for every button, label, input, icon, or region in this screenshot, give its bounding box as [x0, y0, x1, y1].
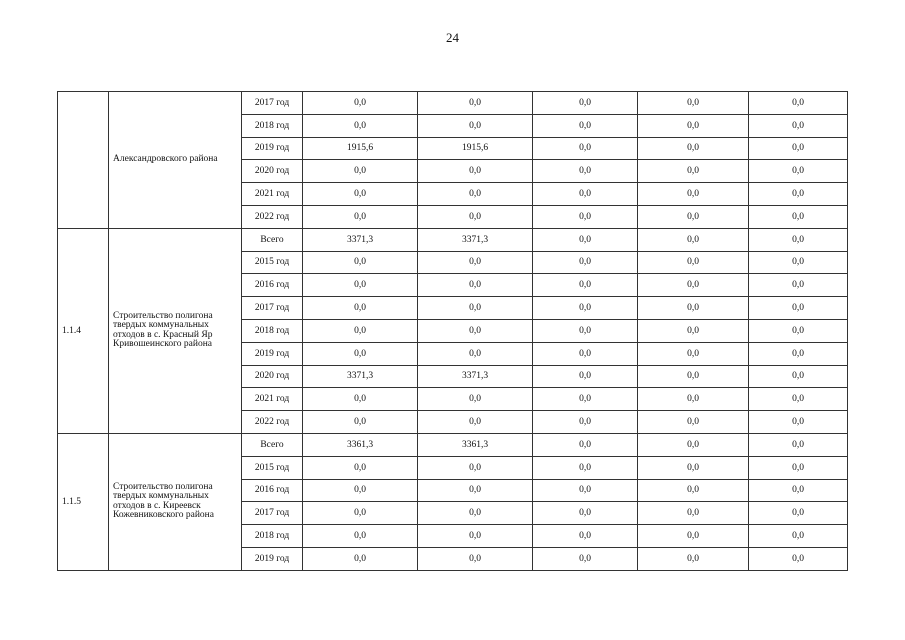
value-cell: 0,0: [533, 388, 638, 411]
item-name-cell: Александровского района: [109, 92, 242, 229]
value-cell: 0,0: [533, 228, 638, 251]
table-row: [58, 433, 848, 456]
value-cell: 0,0: [749, 92, 848, 115]
value-cell: 0,0: [303, 160, 418, 183]
value-cell: 0,0: [303, 547, 418, 570]
period-cell: 2019 год: [242, 137, 303, 160]
value-cell: 0,0: [303, 411, 418, 434]
value-cell: 0,0: [303, 342, 418, 365]
period-cell: Всего: [242, 433, 303, 456]
value-cell: 0,0: [749, 205, 848, 228]
value-cell: 0,0: [418, 183, 533, 206]
value-cell: 0,0: [638, 137, 749, 160]
value-cell: 0,0: [533, 114, 638, 137]
value-cell: 0,0: [749, 228, 848, 251]
value-cell: 0,0: [418, 342, 533, 365]
value-cell: 0,0: [638, 502, 749, 525]
period-cell: 2020 год: [242, 365, 303, 388]
period-cell: 2019 год: [242, 342, 303, 365]
value-cell: 0,0: [418, 319, 533, 342]
value-cell: 0,0: [749, 137, 848, 160]
table-row: [58, 92, 848, 115]
value-cell: 0,0: [418, 274, 533, 297]
value-cell: 0,0: [638, 365, 749, 388]
value-cell: 0,0: [533, 502, 638, 525]
value-cell: 0,0: [418, 411, 533, 434]
value-cell: 0,0: [749, 160, 848, 183]
value-cell: 0,0: [418, 205, 533, 228]
value-cell: 0,0: [638, 92, 749, 115]
value-cell: 0,0: [638, 342, 749, 365]
value-cell: 0,0: [303, 479, 418, 502]
value-cell: 0,0: [533, 274, 638, 297]
item-number-cell: [58, 92, 109, 229]
value-cell: 0,0: [533, 183, 638, 206]
page-number: 24: [446, 30, 459, 45]
value-cell: 0,0: [418, 502, 533, 525]
value-cell: 0,0: [638, 205, 749, 228]
value-cell: 3371,3: [303, 228, 418, 251]
value-cell: 3361,3: [418, 433, 533, 456]
period-cell: 2016 год: [242, 479, 303, 502]
value-cell: 0,0: [418, 297, 533, 320]
value-cell: 0,0: [638, 547, 749, 570]
value-cell: 0,0: [533, 479, 638, 502]
value-cell: 0,0: [533, 92, 638, 115]
value-cell: 0,0: [303, 274, 418, 297]
value-cell: 0,0: [303, 114, 418, 137]
value-cell: 0,0: [749, 525, 848, 548]
value-cell: 0,0: [638, 319, 749, 342]
period-cell: 2016 год: [242, 274, 303, 297]
value-cell: 0,0: [638, 183, 749, 206]
value-cell: 0,0: [533, 411, 638, 434]
value-cell: 0,0: [638, 297, 749, 320]
period-cell: 2017 год: [242, 92, 303, 115]
value-cell: 0,0: [533, 456, 638, 479]
value-cell: 0,0: [638, 525, 749, 548]
value-cell: 0,0: [749, 388, 848, 411]
value-cell: 0,0: [638, 160, 749, 183]
table-row: [58, 228, 848, 251]
period-cell: 2020 год: [242, 160, 303, 183]
period-cell: 2017 год: [242, 297, 303, 320]
value-cell: 0,0: [749, 411, 848, 434]
value-cell: 0,0: [303, 183, 418, 206]
value-cell: 0,0: [303, 319, 418, 342]
value-cell: 0,0: [638, 388, 749, 411]
value-cell: 0,0: [638, 411, 749, 434]
value-cell: 0,0: [638, 433, 749, 456]
value-cell: 0,0: [418, 388, 533, 411]
value-cell: 0,0: [418, 479, 533, 502]
value-cell: 0,0: [533, 433, 638, 456]
value-cell: 0,0: [303, 251, 418, 274]
value-cell: 0,0: [533, 342, 638, 365]
value-cell: 0,0: [533, 319, 638, 342]
value-cell: 1915,6: [418, 137, 533, 160]
period-cell: 2022 год: [242, 205, 303, 228]
period-cell: 2015 год: [242, 456, 303, 479]
value-cell: 0,0: [749, 114, 848, 137]
value-cell: 0,0: [533, 365, 638, 388]
value-cell: 0,0: [533, 160, 638, 183]
value-cell: 0,0: [749, 251, 848, 274]
period-cell: 2019 год: [242, 547, 303, 570]
value-cell: 0,0: [638, 479, 749, 502]
value-cell: 0,0: [418, 160, 533, 183]
item-name-cell: Строительство полигона твердых коммунальных отходов в с. Киреевск Кожевниковского района: [109, 433, 242, 570]
period-cell: 2022 год: [242, 411, 303, 434]
value-cell: 0,0: [749, 297, 848, 320]
value-cell: 0,0: [533, 525, 638, 548]
period-cell: 2017 год: [242, 502, 303, 525]
value-cell: 0,0: [749, 365, 848, 388]
value-cell: 3371,3: [418, 228, 533, 251]
value-cell: 0,0: [418, 251, 533, 274]
value-cell: 0,0: [638, 228, 749, 251]
value-cell: 0,0: [418, 456, 533, 479]
value-cell: 3361,3: [303, 433, 418, 456]
value-cell: 0,0: [749, 274, 848, 297]
value-cell: 0,0: [749, 479, 848, 502]
item-number-cell: 1.1.4: [58, 228, 109, 433]
value-cell: 0,0: [303, 388, 418, 411]
value-cell: 0,0: [418, 525, 533, 548]
item-number-cell: 1.1.5: [58, 433, 109, 570]
value-cell: 0,0: [533, 297, 638, 320]
value-cell: 1915,6: [303, 137, 418, 160]
value-cell: 0,0: [418, 92, 533, 115]
value-cell: 3371,3: [418, 365, 533, 388]
value-cell: 0,0: [303, 502, 418, 525]
value-cell: 0,0: [638, 274, 749, 297]
value-cell: 0,0: [533, 137, 638, 160]
period-cell: 2018 год: [242, 319, 303, 342]
budget-table: [57, 91, 848, 571]
period-cell: 2015 год: [242, 251, 303, 274]
value-cell: 0,0: [303, 297, 418, 320]
value-cell: 3371,3: [303, 365, 418, 388]
value-cell: 0,0: [749, 183, 848, 206]
value-cell: 0,0: [749, 433, 848, 456]
value-cell: 0,0: [418, 114, 533, 137]
value-cell: 0,0: [638, 251, 749, 274]
value-cell: 0,0: [749, 502, 848, 525]
value-cell: 0,0: [303, 92, 418, 115]
value-cell: 0,0: [638, 456, 749, 479]
period-cell: 2018 год: [242, 525, 303, 548]
value-cell: 0,0: [418, 547, 533, 570]
item-name-cell: Строительство полигона твердых коммунальных отходов в с. Красный Яр Кривошеинского района: [109, 228, 242, 433]
value-cell: 0,0: [303, 525, 418, 548]
value-cell: 0,0: [749, 342, 848, 365]
period-cell: 2021 год: [242, 388, 303, 411]
value-cell: 0,0: [749, 456, 848, 479]
period-cell: 2018 год: [242, 114, 303, 137]
value-cell: 0,0: [303, 456, 418, 479]
value-cell: 0,0: [303, 205, 418, 228]
value-cell: 0,0: [533, 205, 638, 228]
value-cell: 0,0: [533, 547, 638, 570]
value-cell: 0,0: [749, 319, 848, 342]
period-cell: Всего: [242, 228, 303, 251]
value-cell: 0,0: [638, 114, 749, 137]
value-cell: 0,0: [533, 251, 638, 274]
period-cell: 2021 год: [242, 183, 303, 206]
value-cell: 0,0: [749, 547, 848, 570]
